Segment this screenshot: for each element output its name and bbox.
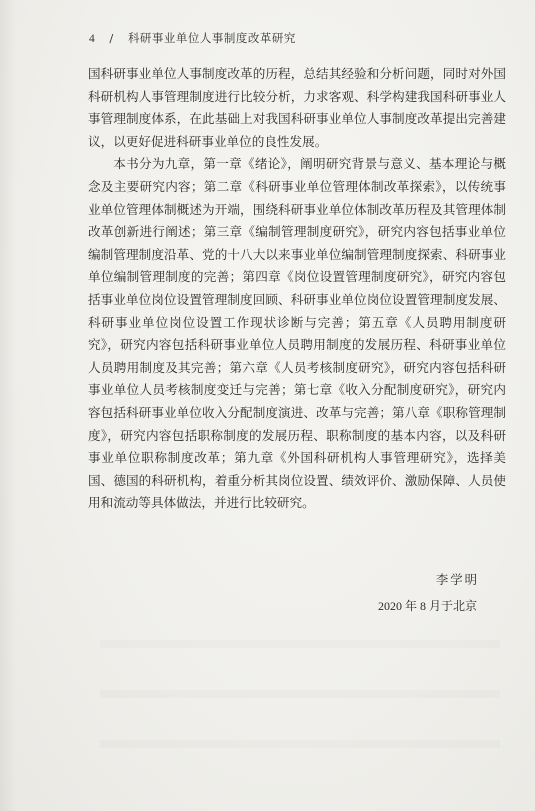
author-signature: 李学明 (435, 572, 479, 587)
running-title: 科研事业单位人事制度改革研究 (127, 31, 296, 45)
paragraph-continuation: 国科研事业单位人事制度改革的历程，总结其经验和分析问题，同时对外国科研机构人事管理制度进行比较分析，力求客观、科学构建我国科研事业人事管理制度体系，在此基础上对我国科研事业单位人事制度改革提出完善建议，以更好促进科研事业单位的良性发展。 (88, 66, 506, 149)
bleed-through-line (100, 640, 500, 648)
bleed-through-line (100, 740, 500, 748)
running-header (89, 30, 296, 46)
signature-date-place: 2020 年 8 月于北京 (377, 599, 477, 613)
header-separator: / (109, 31, 114, 45)
bleed-through-line (100, 690, 500, 698)
body-text (88, 63, 506, 515)
paragraph-chapter-overview: 本书分为九章，第一章《绪论》，阐明研究背景与意义、基本理论与概念及主要研究内容；第二章《科研事业单位管理体制改革探索》，以传统事业单位管理体制概述为开端，围绕科研事业单位体制改革历程及其管理体制改革创新进行阐述；第三章《编制管理制度研究》，研究内容包括事业单位编制管理制度沿革、党的十八大以来事业单位编制管理制度探索、科研事业单位编制管理制度的完善；第四章《岗位设置管理制度研究》，研究内容包括事业单位岗位设置管理制度回顾、科研事业单位岗位设置管理制度发展、科研事业单位岗位设置工作现状诊断与完善；第五章《人员聘用制度研究》，研究内容包括科研事业单位人员聘用制度的发展历程、科研事业单位人员聘用制度及其完善；第六章《人员考核制度研究》，研究内容包括科研事业单位人员考核制度变迁与完善；第七章《收入分配制度研究》，研究内容包括科研事业单位收入分配制度演进、改革与完善；第八章《职称管理制度》，研究内容包括职称制度的发展历程、职称制度的基本内容，以及科研事业单位职称制度改革；第九章《外国科研机构人事管理研究》，选择美国、德国的科研机构，着重分析其岗位设置、绩效评价、激励保障、人员使用和流动等具体做法，并进行比较研究。 (88, 156, 506, 511)
page-number: 4 (89, 33, 96, 45)
